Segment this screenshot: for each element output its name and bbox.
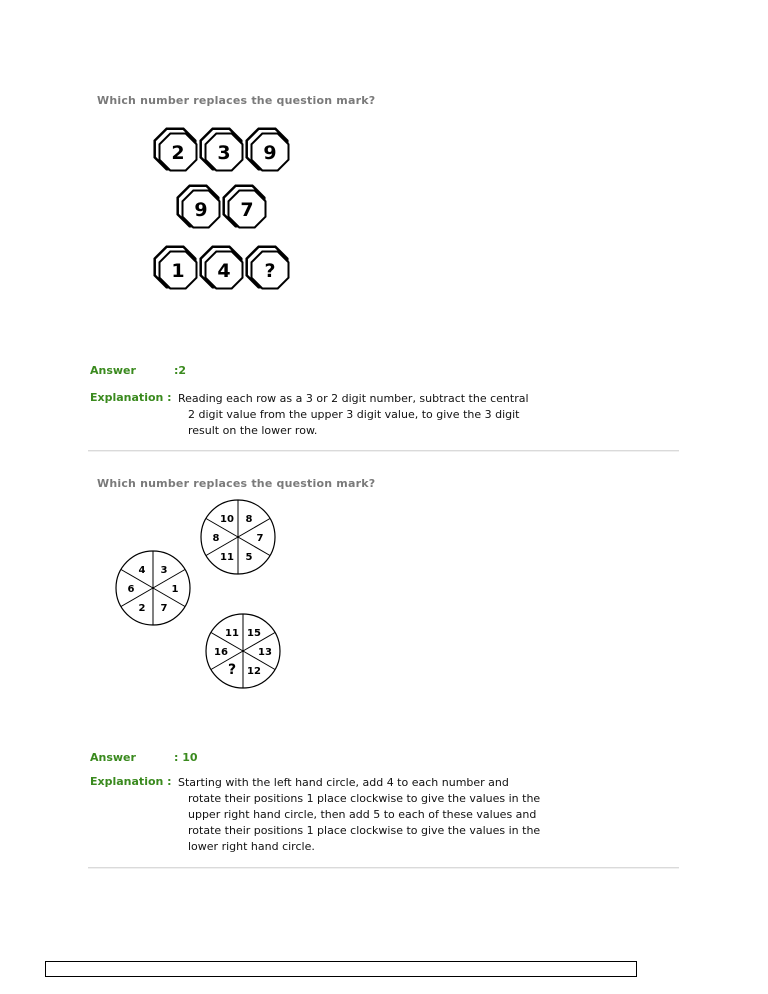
octagon-number: 9 <box>263 142 277 164</box>
explanation-label-1: Explanation : <box>90 391 172 404</box>
answer-value-1: :2 <box>174 364 187 377</box>
wheel-number: 3 <box>160 564 168 576</box>
footer-box <box>45 961 637 977</box>
circle-puzzle <box>108 495 328 705</box>
wheel-number: 12 <box>247 666 261 678</box>
explanation-line: Reading each row as a 3 or 2 digit number, subtract the central <box>178 392 529 405</box>
explanation-line: upper right hand circle, then add 5 to each of these values and <box>188 808 537 821</box>
octagon-number: 7 <box>240 199 254 221</box>
wheel-number: 7 <box>160 603 168 615</box>
answer-label-1: Answer <box>90 364 136 377</box>
wheel-number: 11 <box>220 552 234 564</box>
explanation-line: Starting with the left hand circle, add 4 to each number and <box>178 776 509 789</box>
wheel-number: 6 <box>127 584 135 595</box>
answer-label-2: Answer <box>90 751 136 764</box>
divider <box>88 867 679 869</box>
explanation-line: lower right hand circle. <box>188 840 315 853</box>
explanation-label-2: Explanation : <box>90 775 172 788</box>
octagon-number: 2 <box>171 142 185 164</box>
explanation-line: rotate their positions 1 place clockwise to give the values in the <box>188 824 541 837</box>
wheel-number: 13 <box>258 647 272 658</box>
wheel-number: 11 <box>225 627 239 639</box>
wheel-number: 1 <box>171 584 179 595</box>
octagon-number: 4 <box>217 260 231 282</box>
explanation-line: result on the lower row. <box>188 424 318 437</box>
octagon-number: 9 <box>194 199 208 221</box>
wheel-number: ? <box>227 662 237 679</box>
explanation-line: rotate their positions 1 place clockwise to give the values in the <box>188 792 541 805</box>
wheel-number: 8 <box>245 513 253 525</box>
question-2-prompt: Which number replaces the question mark? <box>97 477 376 490</box>
wheel-number: 16 <box>214 647 228 658</box>
octagon-number: 3 <box>217 142 231 164</box>
wheel-number: 4 <box>138 564 146 576</box>
wheel-number: 5 <box>245 552 253 564</box>
wheel-number: 15 <box>247 627 261 639</box>
divider <box>88 450 679 452</box>
answer-value-2: : 10 <box>174 751 198 764</box>
wheel-number: 8 <box>212 533 220 544</box>
octagon-puzzle <box>148 120 348 310</box>
wheel-number: 10 <box>220 513 234 525</box>
question-1-prompt: Which number replaces the question mark? <box>97 94 376 107</box>
octagon-number: 1 <box>171 260 185 282</box>
explanation-line: 2 digit value from the upper 3 digit value, to give the 3 digit <box>188 408 520 421</box>
explanation-text-1 <box>178 391 558 439</box>
octagon-number: ? <box>264 260 276 282</box>
wheel-number: 7 <box>256 533 264 544</box>
wheel-number: 2 <box>138 603 146 615</box>
explanation-text-2 <box>178 775 558 855</box>
